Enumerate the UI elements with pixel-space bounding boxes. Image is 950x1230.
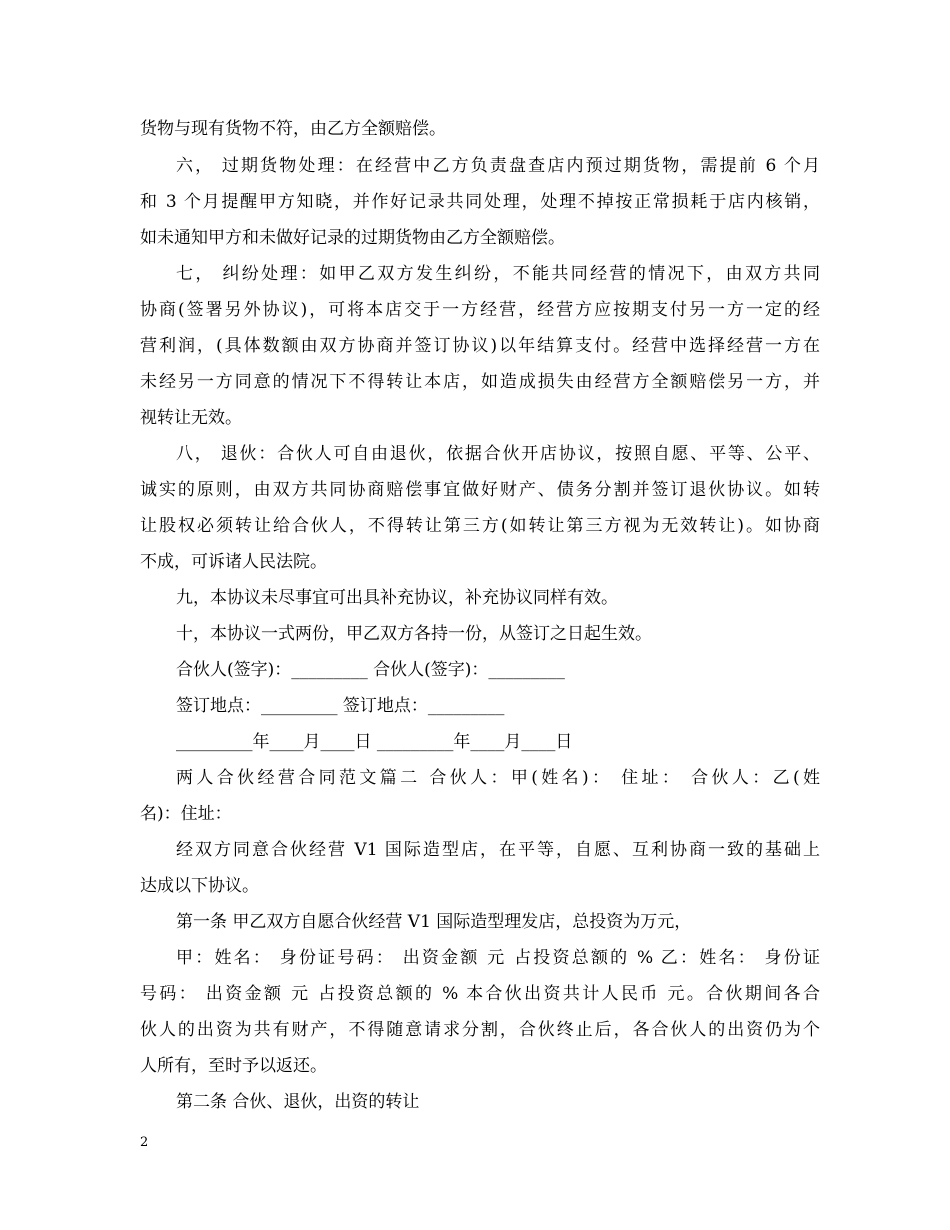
text-line: 协商(签署另外协议)，可将本店交于一方经营，经营方应按期支付另一方一定的经 — [140, 300, 820, 320]
text-line: 八， 退伙：合伙人可自由退伙，依据合伙开店协议，按照自愿、平等、公平、 — [176, 444, 820, 464]
text-line: 六， 过期货物处理：在经营中乙方负责盘查店内预过期货物，需提前 6 个月 — [176, 156, 820, 176]
text-line: 如未通知甲方和未做好记录的过期货物由乙方全额赔偿。 — [140, 228, 565, 248]
text-line: 营利润，(具体数额由双方协商并签订协议)以年结算支付。经营中选择经营一方在 — [140, 336, 820, 356]
signing-place-line: 签订地点：_________ 签订地点：_________ — [176, 696, 505, 716]
text-line: 九，本协议未尽事宜可出具补充协议，补充协议同样有效。 — [176, 588, 618, 608]
page-number: 2 — [140, 1135, 149, 1150]
text-line: 十，本协议一式两份，甲乙双方各持一份，从签订之日起生效。 — [176, 624, 652, 644]
text-line: 达成以下协议。 — [140, 876, 259, 896]
signature-line: 合伙人(签字)：_________ 合伙人(签字)：_________ — [176, 660, 565, 680]
text-line: 诚实的原则，由双方共同协商赔偿事宜做好财产、债务分割并签订退伙协议。如转 — [140, 480, 820, 500]
text-line: 视转让无效。 — [140, 408, 242, 428]
text-line: 名)：住址： — [140, 804, 232, 824]
text-line: 人所有，至时予以返还。 — [140, 1056, 327, 1076]
article-heading: 第二条 合伙、退伙，出资的转让 — [176, 1092, 420, 1112]
text-line: 未经另一方同意的情况下不得转让本店，如造成损失由经营方全额赔偿另一方，并 — [140, 372, 820, 392]
text-line: 七， 纠纷处理：如甲乙双方发生纠纷，不能共同经营的情况下，由双方共同 — [176, 264, 820, 284]
text-line: 两人合伙经营合同范文篇二 合伙人：甲(姓名)： 住址： 合伙人：乙(姓 — [176, 768, 820, 788]
text-line: 和 3 个月提醒甲方知晓，并作好记录共同处理，处理不掉按正常损耗于店内核销， — [140, 192, 820, 212]
date-line: _________年____月____日 _________年____月____日 — [176, 732, 573, 752]
text-line: 货物与现有货物不符，由乙方全额赔偿。 — [140, 119, 446, 139]
article-heading: 第一条 甲乙双方自愿合伙经营 V1 国际造型理发店，总投资为万元， — [176, 912, 692, 932]
text-line: 不成，可诉诸人民法院。 — [140, 552, 327, 572]
text-line: 号码： 出资金额 元 占投资总额的 % 本合伙出资共计人民币 元。合伙期间各合 — [140, 984, 820, 1004]
text-line: 让股权必须转让给合伙人，不得转让第三方(如转让第三方视为无效转让)。如协商 — [140, 516, 820, 536]
text-line: 甲：姓名： 身份证号码： 出资金额 元 占投资总额的 % 乙：姓名： 身份证 — [176, 948, 820, 968]
text-line: 经双方同意合伙经营 V1 国际造型店，在平等，自愿、互利协商一致的基础上 — [176, 840, 820, 860]
text-line: 伙人的出资为共有财产，不得随意请求分割，合伙终止后，各合伙人的出资仍为个 — [140, 1020, 820, 1040]
